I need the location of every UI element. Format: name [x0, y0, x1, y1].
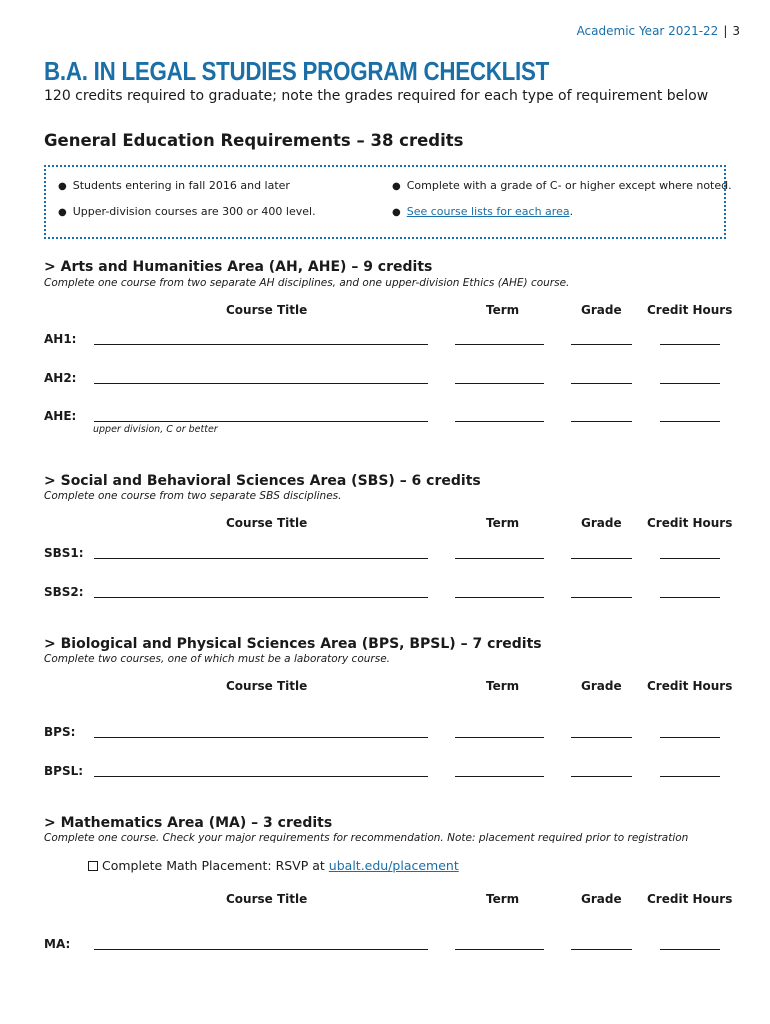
bullet-icon: ●: [58, 181, 67, 192]
note-item: [58, 205, 316, 218]
col-grade: Grade: [581, 303, 622, 317]
course-title-field[interactable]: [94, 558, 428, 559]
section-desc-bps: Complete two courses, one of which must be a laboratory course.: [44, 653, 390, 665]
grade-field[interactable]: [571, 737, 632, 738]
term-field[interactable]: [455, 344, 544, 345]
grade-field[interactable]: [571, 776, 632, 777]
term-field[interactable]: [455, 558, 544, 559]
section-heading-sbs: > Social and Behavioral Sciences Area (SBS) – 6 credits: [44, 473, 481, 489]
row-label: MA:: [44, 937, 71, 951]
term-field[interactable]: [455, 383, 544, 384]
row-label: BPS:: [44, 725, 76, 739]
page-title: B.A. IN LEGAL STUDIES PROGRAM CHECKLIST: [44, 56, 550, 86]
row-label: SBS2:: [44, 585, 84, 599]
credit-hours-field[interactable]: [660, 737, 720, 738]
col-course-title: Course Title: [226, 892, 308, 906]
note-text: Complete with a grade of C- or higher except where noted.: [406, 179, 732, 192]
row-label: AH2:: [44, 371, 77, 385]
section-desc-ah: Complete one course from two separate AH disciplines, and one upper-division Ethics (AHE) course.: [44, 277, 570, 289]
section-heading-ah: > Arts and Humanities Area (AH, AHE) – 9 credits: [44, 259, 433, 275]
row-label: AHE:: [44, 409, 77, 423]
gen-ed-notes-box: [44, 165, 732, 239]
credit-hours-field[interactable]: [660, 949, 720, 950]
bullet-icon: ●: [58, 207, 67, 218]
section-desc-sbs: Complete one course from two separate SBS disciplines.: [44, 490, 342, 502]
academic-year: Academic Year 2021-22: [576, 24, 719, 38]
grade-field[interactable]: [571, 597, 632, 598]
row-note: upper division, C or better: [93, 424, 218, 435]
term-field[interactable]: [455, 949, 544, 950]
credit-hours-field[interactable]: [660, 776, 720, 777]
col-credit-hours: Credit Hours: [647, 303, 733, 317]
section-heading-bps: > Biological and Physical Sciences Area (BPS, BPSL) – 7 credits: [44, 636, 542, 652]
page-subtitle: 120 credits required to graduate; note the grades required for each type of requirement below: [44, 88, 709, 104]
course-title-field[interactable]: [94, 737, 428, 738]
credit-hours-field[interactable]: [660, 558, 720, 559]
course-title-field[interactable]: [94, 383, 428, 384]
col-course-title: Course Title: [226, 303, 308, 317]
col-credit-hours: Credit Hours: [647, 516, 733, 530]
note-suffix: .: [569, 205, 574, 218]
grade-field[interactable]: [571, 421, 632, 422]
section-desc-ma: Complete one course. Check your major requirements for recommendation. Note: placement required prior to registration: [44, 832, 689, 844]
section-heading-ma: > Mathematics Area (MA) – 3 credits: [44, 815, 333, 831]
col-term: Term: [486, 303, 520, 317]
term-field[interactable]: [455, 421, 544, 422]
page-number: 3: [732, 24, 740, 38]
course-title-field[interactable]: [94, 776, 428, 777]
term-field[interactable]: [455, 597, 544, 598]
col-credit-hours: Credit Hours: [647, 892, 733, 906]
note-item: [58, 179, 290, 192]
course-title-field[interactable]: [94, 949, 428, 950]
credit-hours-field[interactable]: [660, 344, 720, 345]
row-label: BPSL:: [44, 764, 84, 778]
checkbox-icon[interactable]: [88, 861, 98, 871]
grade-field[interactable]: [571, 558, 632, 559]
col-grade: Grade: [581, 679, 622, 693]
grade-field[interactable]: [571, 344, 632, 345]
placement-link[interactable]: ubalt.edu/placement: [328, 858, 459, 873]
credit-hours-field[interactable]: [660, 383, 720, 384]
col-term: Term: [486, 679, 520, 693]
grade-field[interactable]: [571, 949, 632, 950]
term-field[interactable]: [455, 776, 544, 777]
row-label: AH1:: [44, 332, 77, 346]
course-title-field[interactable]: [94, 597, 428, 598]
col-course-title: Course Title: [226, 516, 308, 530]
col-course-title: Course Title: [226, 679, 308, 693]
math-placement-label: Complete Math Placement: RSVP at: [102, 858, 329, 873]
gen-ed-heading: General Education Requirements – 38 credits: [44, 131, 464, 150]
col-term: Term: [486, 892, 520, 906]
course-title-field[interactable]: [94, 344, 428, 345]
note-text: Students entering in fall 2016 and later: [72, 179, 290, 192]
credit-hours-field[interactable]: [660, 597, 720, 598]
note-text: Upper-division courses are 300 or 400 level.: [72, 205, 316, 218]
term-field[interactable]: [455, 737, 544, 738]
grade-field[interactable]: [571, 383, 632, 384]
col-grade: Grade: [581, 892, 622, 906]
math-placement-checkbox-row[interactable]: [88, 858, 459, 873]
course-title-field[interactable]: [94, 421, 428, 422]
bullet-icon: ●: [392, 207, 401, 218]
note-item: [392, 205, 573, 218]
note-item: [392, 179, 732, 192]
col-credit-hours: Credit Hours: [647, 679, 733, 693]
col-term: Term: [486, 516, 520, 530]
header-meta: [577, 24, 740, 38]
row-label: SBS1:: [44, 546, 84, 560]
bullet-icon: ●: [392, 181, 401, 192]
credit-hours-field[interactable]: [660, 421, 720, 422]
header-separator: |: [723, 24, 728, 38]
col-grade: Grade: [581, 516, 622, 530]
course-lists-link[interactable]: See course lists for each area: [406, 205, 570, 218]
